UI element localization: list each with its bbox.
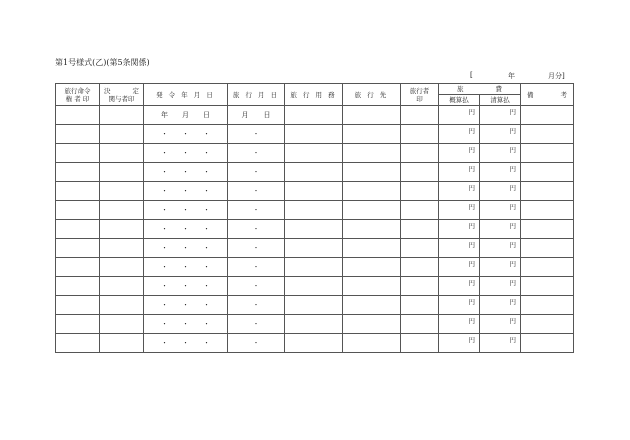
- cell-authority-seal[interactable]: [56, 201, 100, 220]
- cell-destination[interactable]: [343, 277, 401, 296]
- table-row: [56, 220, 574, 239]
- cell-authority-seal[interactable]: [56, 296, 100, 315]
- cell-decision-seal[interactable]: [100, 277, 144, 296]
- cell-estimate-amount[interactable]: 円: [439, 201, 480, 220]
- cell-destination[interactable]: [343, 106, 401, 125]
- cell-authority-seal[interactable]: [56, 239, 100, 258]
- header-destination: 旅 行 先: [343, 84, 401, 106]
- cell-decision-seal[interactable]: [100, 220, 144, 239]
- cell-destination[interactable]: [343, 220, 401, 239]
- cell-issue-date[interactable]: ・ ・ ・: [144, 163, 228, 182]
- header-estimate-payment: 概算払: [439, 95, 480, 106]
- table-row: [56, 315, 574, 334]
- cell-travel-date[interactable]: ・: [228, 144, 285, 163]
- header-travel-expenses: 旅 費: [439, 84, 521, 95]
- cell-remarks[interactable]: [521, 144, 574, 163]
- cell-settlement-amount[interactable]: 円: [480, 125, 521, 144]
- cell-decision-seal[interactable]: [100, 182, 144, 201]
- cell-issue-date[interactable]: ・ ・ ・: [144, 258, 228, 277]
- cell-authority-seal[interactable]: [56, 277, 100, 296]
- header-decision-seal: 決 定 関与者印: [100, 84, 144, 106]
- cell-purpose[interactable]: [285, 106, 343, 125]
- cell-estimate-amount[interactable]: 円: [439, 163, 480, 182]
- cell-travel-date[interactable]: ・: [228, 220, 285, 239]
- cell-decision-seal[interactable]: [100, 163, 144, 182]
- table-row: [56, 144, 574, 163]
- cell-issue-date[interactable]: ・ ・ ・: [144, 144, 228, 163]
- cell-travel-date[interactable]: ・: [228, 258, 285, 277]
- cell-destination[interactable]: [343, 239, 401, 258]
- cell-issue-date[interactable]: ・ ・ ・: [144, 334, 228, 353]
- cell-settlement-amount[interactable]: 円: [480, 106, 521, 125]
- cell-authority-seal[interactable]: [56, 106, 100, 125]
- cell-remarks[interactable]: [521, 182, 574, 201]
- cell-settlement-amount[interactable]: 円: [480, 163, 521, 182]
- cell-issue-date[interactable]: ・ ・ ・: [144, 315, 228, 334]
- cell-settlement-amount[interactable]: 円: [480, 258, 521, 277]
- cell-decision-seal[interactable]: [100, 106, 144, 125]
- form-title: 第1号様式(乙)(第5条関係): [55, 58, 150, 67]
- table-row: [56, 258, 574, 277]
- cell-purpose[interactable]: [285, 334, 343, 353]
- header-travel-date: 旅 行 月 日: [228, 84, 285, 106]
- cell-traveler-seal[interactable]: [401, 106, 439, 125]
- cell-decision-seal[interactable]: [100, 125, 144, 144]
- cell-destination[interactable]: [343, 125, 401, 144]
- cell-purpose[interactable]: [285, 277, 343, 296]
- cell-purpose[interactable]: [285, 258, 343, 277]
- cell-estimate-amount[interactable]: 円: [439, 334, 480, 353]
- cell-travel-date[interactable]: 月 日: [228, 106, 285, 125]
- cell-destination[interactable]: [343, 144, 401, 163]
- cell-issue-date[interactable]: ・ ・ ・: [144, 182, 228, 201]
- cell-traveler-seal[interactable]: [401, 277, 439, 296]
- cell-remarks[interactable]: [521, 296, 574, 315]
- cell-travel-date[interactable]: ・: [228, 201, 285, 220]
- cell-settlement-amount[interactable]: 円: [480, 239, 521, 258]
- units-row: [56, 106, 574, 125]
- cell-authority-seal[interactable]: [56, 144, 100, 163]
- header-issue-date: 発 令 年 月 日: [144, 84, 228, 106]
- cell-purpose[interactable]: [285, 220, 343, 239]
- cell-authority-seal[interactable]: [56, 125, 100, 144]
- cell-purpose[interactable]: [285, 239, 343, 258]
- cell-issue-date[interactable]: 年 月 日: [144, 106, 228, 125]
- cell-purpose[interactable]: [285, 163, 343, 182]
- cell-destination[interactable]: [343, 296, 401, 315]
- period-indicator: [470, 71, 570, 81]
- cell-remarks[interactable]: [521, 220, 574, 239]
- table-row: [56, 163, 574, 182]
- cell-travel-date[interactable]: ・: [228, 163, 285, 182]
- cell-issue-date[interactable]: ・ ・ ・: [144, 125, 228, 144]
- table-row: [56, 201, 574, 220]
- cell-estimate-amount[interactable]: 円: [439, 220, 480, 239]
- header-remarks: 備 考: [521, 84, 574, 106]
- cell-travel-date[interactable]: ・: [228, 239, 285, 258]
- cell-traveler-seal[interactable]: [401, 315, 439, 334]
- cell-remarks[interactable]: [521, 315, 574, 334]
- period-month: 月分]: [548, 72, 565, 80]
- cell-remarks[interactable]: [521, 239, 574, 258]
- cell-purpose[interactable]: [285, 125, 343, 144]
- table-row: [56, 239, 574, 258]
- cell-remarks[interactable]: [521, 258, 574, 277]
- table-row: [56, 125, 574, 144]
- cell-issue-date[interactable]: ・ ・ ・: [144, 277, 228, 296]
- cell-decision-seal[interactable]: [100, 239, 144, 258]
- cell-settlement-amount[interactable]: 円: [480, 201, 521, 220]
- cell-destination[interactable]: [343, 258, 401, 277]
- cell-destination[interactable]: [343, 163, 401, 182]
- cell-travel-date[interactable]: ・: [228, 182, 285, 201]
- cell-traveler-seal[interactable]: [401, 201, 439, 220]
- cell-estimate-amount[interactable]: 円: [439, 277, 480, 296]
- cell-purpose[interactable]: [285, 201, 343, 220]
- cell-purpose[interactable]: [285, 182, 343, 201]
- cell-authority-seal[interactable]: [56, 163, 100, 182]
- cell-estimate-amount[interactable]: 円: [439, 182, 480, 201]
- cell-decision-seal[interactable]: [100, 296, 144, 315]
- cell-remarks[interactable]: [521, 277, 574, 296]
- cell-settlement-amount[interactable]: 円: [480, 296, 521, 315]
- cell-destination[interactable]: [343, 334, 401, 353]
- header-purpose: 旅 行 用 務: [285, 84, 343, 106]
- cell-traveler-seal[interactable]: [401, 125, 439, 144]
- cell-traveler-seal[interactable]: [401, 220, 439, 239]
- table-row: [56, 182, 574, 201]
- cell-traveler-seal[interactable]: [401, 258, 439, 277]
- cell-issue-date[interactable]: ・ ・ ・: [144, 220, 228, 239]
- header-row: [56, 84, 574, 95]
- table-row: [56, 277, 574, 296]
- header-settlement-payment: 清算払: [480, 95, 521, 106]
- cell-decision-seal[interactable]: [100, 201, 144, 220]
- cell-traveler-seal[interactable]: [401, 182, 439, 201]
- cell-estimate-amount[interactable]: 円: [439, 315, 480, 334]
- cell-issue-date[interactable]: ・ ・ ・: [144, 296, 228, 315]
- table-row: [56, 334, 574, 353]
- period-year: 年: [508, 72, 515, 80]
- cell-travel-date[interactable]: ・: [228, 125, 285, 144]
- header-traveler-seal: 旅行者 印: [401, 84, 439, 106]
- cell-destination[interactable]: [343, 315, 401, 334]
- cell-traveler-seal[interactable]: [401, 239, 439, 258]
- cell-traveler-seal[interactable]: [401, 334, 439, 353]
- cell-authority-seal[interactable]: [56, 334, 100, 353]
- cell-traveler-seal[interactable]: [401, 163, 439, 182]
- cell-estimate-amount[interactable]: 円: [439, 239, 480, 258]
- cell-issue-date[interactable]: ・ ・ ・: [144, 201, 228, 220]
- cell-issue-date[interactable]: ・ ・ ・: [144, 239, 228, 258]
- cell-settlement-amount[interactable]: 円: [480, 182, 521, 201]
- cell-estimate-amount[interactable]: 円: [439, 125, 480, 144]
- cell-authority-seal[interactable]: [56, 220, 100, 239]
- cell-destination[interactable]: [343, 201, 401, 220]
- cell-purpose[interactable]: [285, 296, 343, 315]
- period-open-bracket: [: [470, 71, 473, 79]
- cell-settlement-amount[interactable]: 円: [480, 277, 521, 296]
- cell-estimate-amount[interactable]: 円: [439, 296, 480, 315]
- cell-remarks[interactable]: [521, 163, 574, 182]
- cell-travel-date[interactable]: ・: [228, 334, 285, 353]
- cell-decision-seal[interactable]: [100, 334, 144, 353]
- cell-purpose[interactable]: [285, 144, 343, 163]
- cell-remarks[interactable]: [521, 201, 574, 220]
- cell-destination[interactable]: [343, 182, 401, 201]
- cell-authority-seal[interactable]: [56, 258, 100, 277]
- header-order-authority: 旅行命令 権 者 印: [56, 84, 100, 106]
- cell-decision-seal[interactable]: [100, 144, 144, 163]
- cell-settlement-amount[interactable]: 円: [480, 220, 521, 239]
- cell-decision-seal[interactable]: [100, 258, 144, 277]
- travel-ledger-table: [55, 83, 574, 353]
- cell-purpose[interactable]: [285, 315, 343, 334]
- cell-estimate-amount[interactable]: 円: [439, 258, 480, 277]
- cell-traveler-seal[interactable]: [401, 144, 439, 163]
- cell-travel-date[interactable]: ・: [228, 277, 285, 296]
- cell-travel-date[interactable]: ・: [228, 315, 285, 334]
- cell-settlement-amount[interactable]: 円: [480, 144, 521, 163]
- cell-settlement-amount[interactable]: 円: [480, 334, 521, 353]
- cell-estimate-amount[interactable]: 円: [439, 144, 480, 163]
- cell-remarks[interactable]: [521, 125, 574, 144]
- cell-remarks[interactable]: [521, 334, 574, 353]
- cell-estimate-amount[interactable]: 円: [439, 106, 480, 125]
- cell-decision-seal[interactable]: [100, 315, 144, 334]
- cell-remarks[interactable]: [521, 106, 574, 125]
- cell-travel-date[interactable]: ・: [228, 296, 285, 315]
- cell-authority-seal[interactable]: [56, 182, 100, 201]
- cell-traveler-seal[interactable]: [401, 296, 439, 315]
- cell-authority-seal[interactable]: [56, 315, 100, 334]
- table-row: [56, 296, 574, 315]
- cell-settlement-amount[interactable]: 円: [480, 315, 521, 334]
